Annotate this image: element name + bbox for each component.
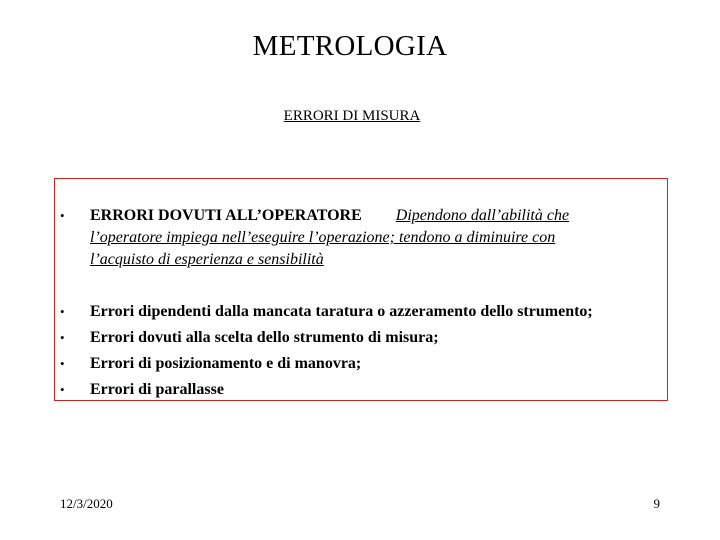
list-item-text: Errori di parallasse	[90, 381, 224, 398]
bullet-dot-icon: •	[60, 304, 65, 319]
operator-errors-heading: ERRORI DOVUTI ALL’OPERATORE	[90, 207, 362, 224]
operator-errors-description-line3: l’acquisto di esperienza e sensibilità	[90, 251, 324, 268]
list-item-text: Errori di posizionamento e di manovra;	[90, 355, 362, 372]
slide-title: METROLOGIA	[252, 30, 448, 62]
operator-errors-description-line1: Dipendono dall’abilità che	[395, 207, 570, 224]
list-item-text: Errori dipendenti dalla mancata taratura o azzeramento dello strumento;	[90, 303, 593, 320]
bullet-dot-icon: •	[60, 208, 65, 223]
operator-errors-text	[90, 205, 650, 271]
footer-date: 12/3/2020	[60, 496, 113, 511]
bullet-dot-icon: •	[60, 356, 65, 371]
page-number: 9	[653, 496, 660, 511]
bullet-dot-icon: •	[60, 382, 65, 397]
list-item-text: Errori dovuti alla scelta dello strumento di misura;	[90, 329, 439, 346]
bullet-dot-icon: •	[60, 330, 65, 345]
slide-subtitle: ERRORI DI MISURA	[283, 108, 421, 124]
operator-errors-description-line2: l’operatore impiega nell’eseguire l’operazione; tendono a diminuire con	[90, 229, 556, 246]
